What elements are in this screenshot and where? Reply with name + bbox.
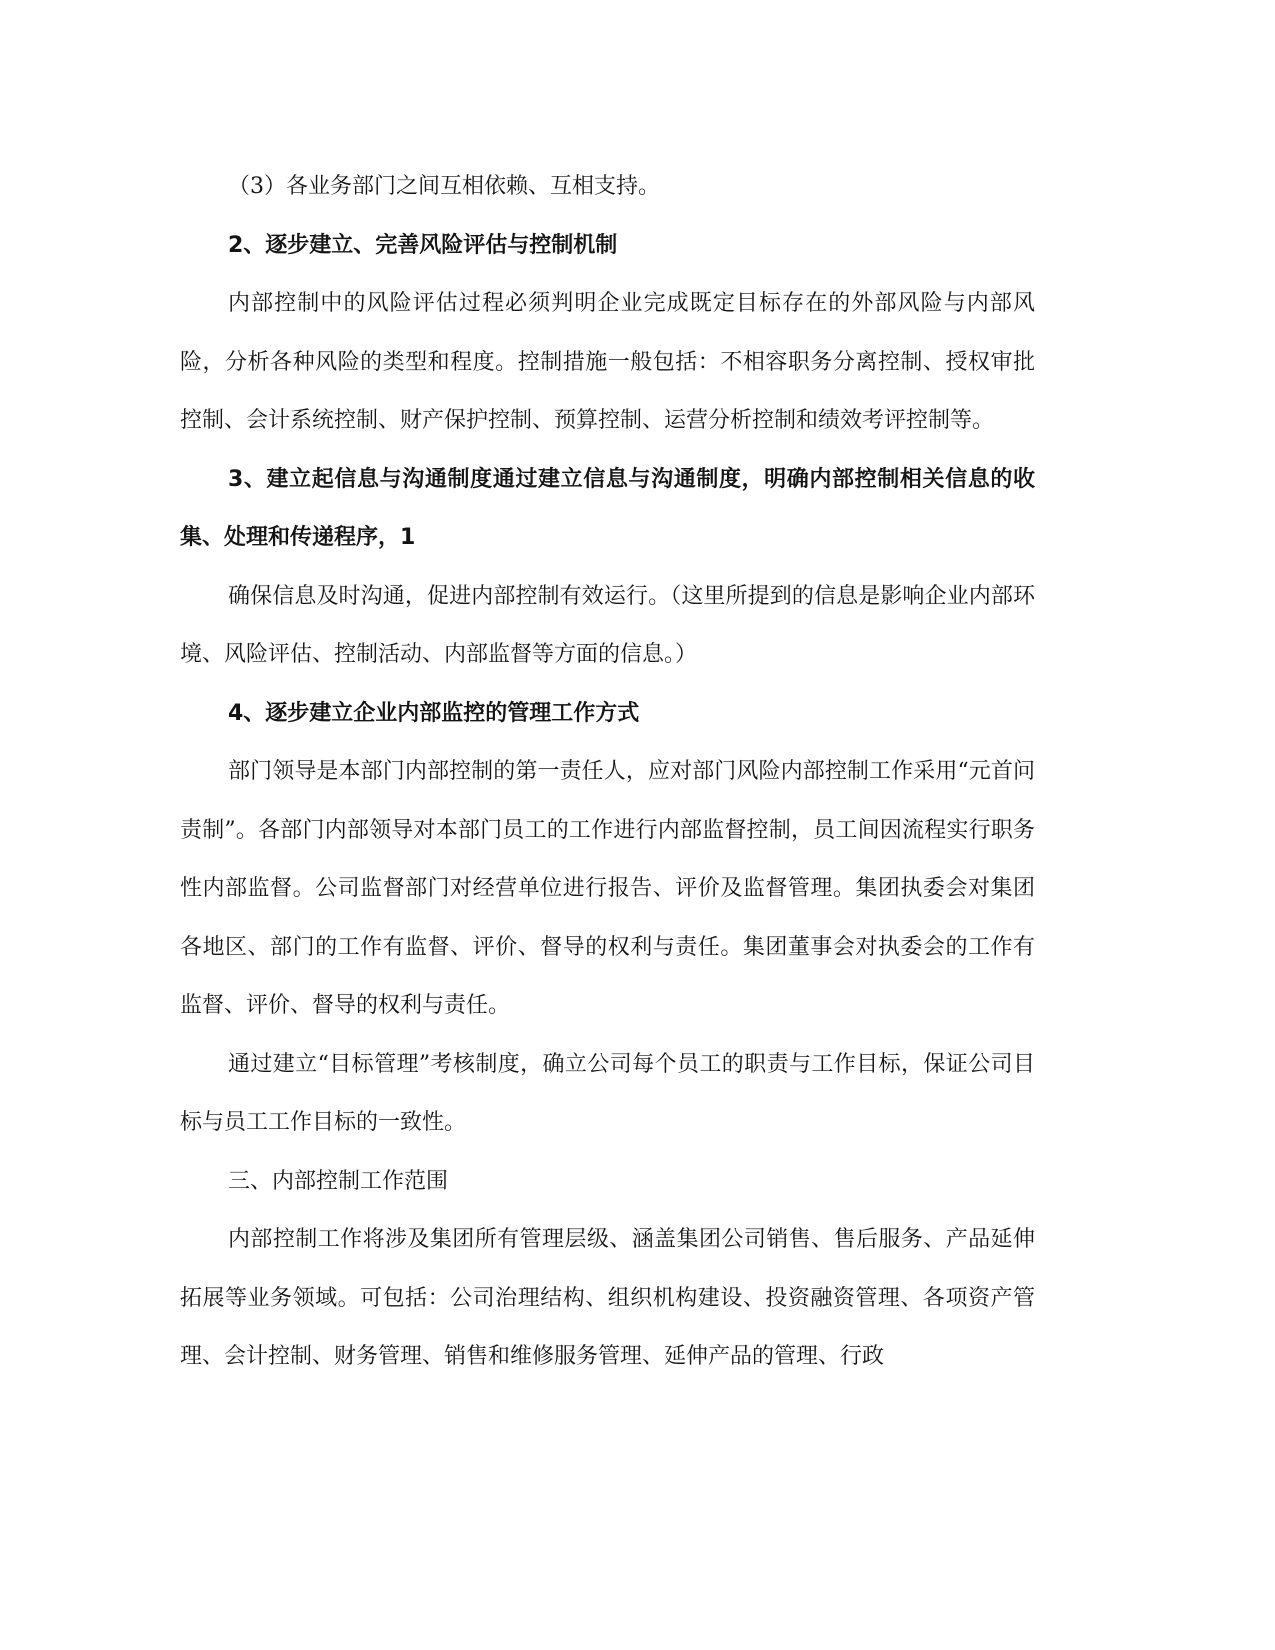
paragraph-risk-assessment: 内部控制中的风险评估过程必须判明企业完成既定目标存在的外部风险与内部风险，分析各种风险的类型和程度。控制措施一般包括：不相容职务分离控制、授权审批控制、会计系统控制、财产保护控制、预算控制、运营分析控制和绩效考评控制等。 [180, 291, 1035, 433]
section-heading-internal-monitoring: 4、逐步建立企业内部监控的管理工作方式 [228, 700, 640, 726]
section-heading-risk-assessment: 2、逐步建立、完善风险评估与控制机制 [228, 232, 618, 258]
section-heading-information-communication: 3、建立起信息与沟通制度通过建立信息与沟通制度，明确内部控制相关信息的收集、处理和传递程序，1 [180, 466, 1035, 550]
section-heading-control-scope: 三、内部控制工作范围 [228, 1168, 449, 1194]
paragraph-control-scope: 内部控制工作将涉及集团所有管理层级、涵盖集团公司销售、售后服务、产品延伸拓展等业务领域。可包括：公司治理结构、组织机构建设、投资融资管理、各项资产管理、会计控制、财务管理、销售和维修服务管理、延伸产品的管理、行政 [180, 1227, 1035, 1369]
document-body [180, 158, 1035, 1387]
paragraph-information-communication: 确保信息及时沟通，促进内部控制有效运行。（这里所提到的信息是影响企业内部环境、风险评估、控制活动、内部监督等方面的信息。） [180, 583, 1035, 667]
paragraph-item-3-mutual-support: （3）各业务部门之间互相依赖、互相支持。 [228, 174, 660, 199]
paragraph-department-responsibility: 部门领导是本部门内部控制的第一责任人，应对部门风险内部控制工作采用“元首问责制”。各部门内部领导对本部门员工的工作进行内部监督控制，员工间因流程实行职务性内部监督。公司监督部门对经营单位进行报告、评价及监督管理。集团执委会对集团各地区、部门的工作有监督、评价、督导的权利与责任。集团董事会对执委会的工作有监督、评价、督导的权利与责任。 [180, 759, 1035, 1018]
paragraph-target-management: 通过建立“目标管理”考核制度，确立公司每个员工的职责与工作目标，保证公司目标与员工工作目标的一致性。 [180, 1051, 1035, 1135]
